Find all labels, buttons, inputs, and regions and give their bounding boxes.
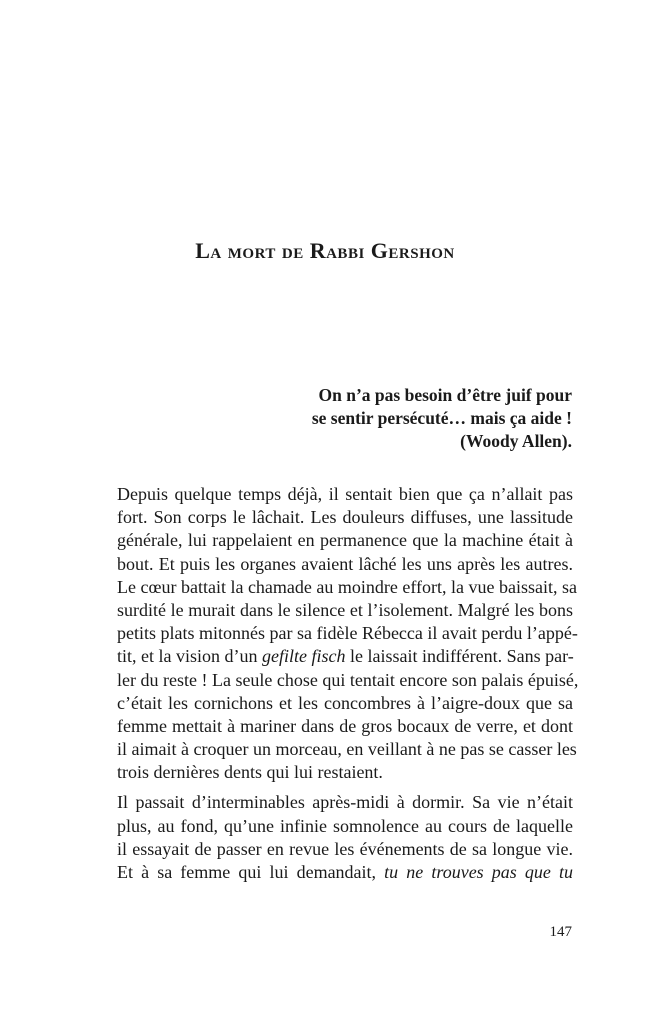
text-line: petits plats mitonnés par sa fidèle Rébecca il avait perdu l’appé- <box>117 623 578 644</box>
paragraph <box>87 791 573 884</box>
text-line: c’était les cornichons et les concombres à l’aigre-doux que sa <box>117 692 573 713</box>
epigraph-line: se sentir persécuté… mais ça aide ! <box>311 408 572 428</box>
text-line: surdité le murait dans le silence et l’isolement. Malgré les bons <box>117 599 573 620</box>
epigraph-attribution: (Woody Allen). <box>460 431 572 451</box>
text-line: Il passait d’interminables après-midi à dormir. Sa vie n’était <box>117 792 573 813</box>
text-line: Depuis quelque temps déjà, il sentait bien que ça n’allait pas <box>117 484 573 504</box>
text-fragment: Et à sa femme qui lui demandait, <box>117 862 385 882</box>
text-line <box>87 645 573 668</box>
text-fragment: le laissait indifférent. Sans par- <box>345 646 574 667</box>
body-text <box>87 483 579 884</box>
chapter-title: La mort de Rabbi Gershon <box>195 238 455 263</box>
text-line: trois dernières dents qui lui restaient. <box>117 762 383 783</box>
text-line: générale, lui rappelaient en permanence que la machine était à <box>117 530 573 551</box>
text-line: il aimait à croquer un morceau, en veillant à ne pas se casser les <box>117 739 577 760</box>
text-line: bout. Et puis les organes avaient lâché les uns après les autres. <box>117 553 573 574</box>
italic-phrase: tu ne trouves pas que tu <box>384 862 573 882</box>
text-fragment: tit, et la vision d’un <box>117 646 262 667</box>
epigraph-line: On n’a pas besoin d’être juif pour <box>318 385 572 405</box>
page-number: 147 <box>549 924 572 940</box>
text-line: femme mettait à mariner dans de gros bocaux de verre, et dont <box>117 715 573 736</box>
paragraph <box>87 483 579 784</box>
text-line <box>87 861 573 884</box>
text-line: il essayait de passer en revue les événements de sa longue vie. <box>117 838 573 859</box>
epigraph <box>192 384 572 453</box>
italic-term: gefilte fisch <box>261 646 346 667</box>
text-line: plus, au fond, qu’une infinie somnolence au cours de laquelle <box>117 815 573 836</box>
text-line: fort. Son corps le lâchait. Les douleurs diffuses, une lassitude <box>117 507 573 528</box>
text-line: Le cœur battait la chamade au moindre effort, la vue baissait, sa <box>117 576 577 597</box>
text-line: ler du reste ! La seule chose qui tentait encore son palais épuisé, <box>117 669 579 690</box>
